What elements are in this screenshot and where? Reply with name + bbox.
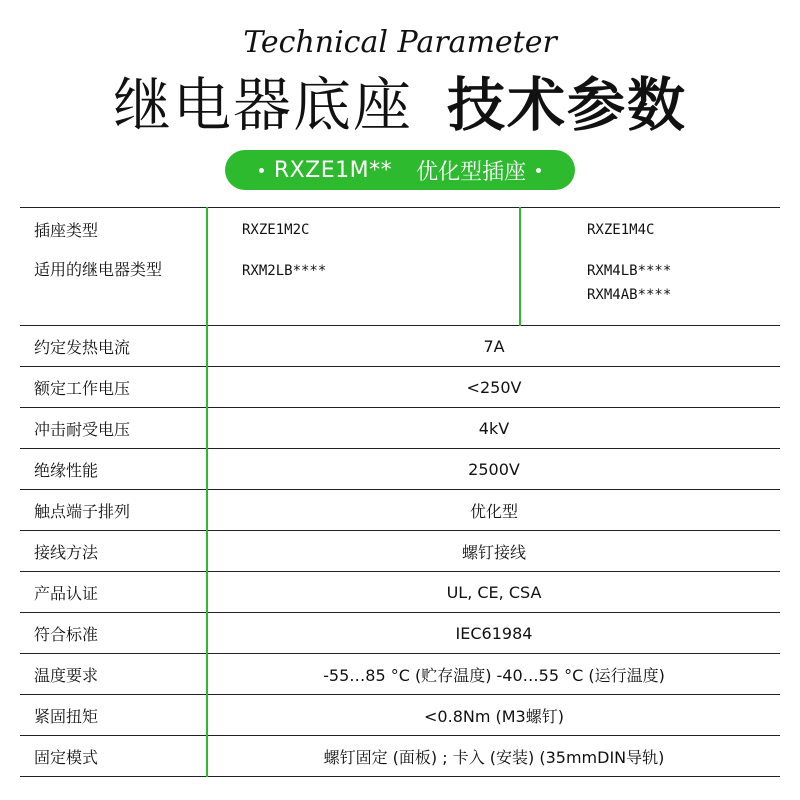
row-value: <0.8Nm (M3螺钉) [207, 695, 780, 736]
row-value-right [520, 251, 780, 326]
bullet-dot-icon [536, 168, 541, 173]
table-row [20, 251, 780, 326]
row-value: <250V [207, 367, 780, 408]
table-row [20, 572, 780, 613]
row-label: 约定发热电流 [20, 326, 207, 367]
row-label: 温度要求 [20, 654, 207, 695]
row-value: 螺钉固定 (面板) ; 卡入 (安装) (35mmDIN导轨) [207, 736, 780, 777]
table-row [20, 490, 780, 531]
row-value-right: RXZE1M4C [520, 208, 780, 252]
badge-model: RXZE1M** [273, 157, 393, 183]
row-value-left: RXM2LB**** [207, 251, 520, 326]
row-value: 优化型 [207, 490, 780, 531]
row-value: 4kV [207, 408, 780, 449]
row-label: 冲击耐受电压 [20, 408, 207, 449]
row-value: 2500V [207, 449, 780, 490]
table-row [20, 367, 780, 408]
row-value-line: RXM4AB**** [587, 287, 672, 303]
page-title-emphasis: 技术参数 [447, 71, 688, 139]
table-row [20, 326, 780, 367]
row-value: -55…85 °C (贮存温度) -40…55 °C (运行温度) [207, 654, 780, 695]
row-label: 触点端子排列 [20, 490, 207, 531]
badge-name: 优化型插座 [416, 159, 527, 185]
row-label: 额定工作电压 [20, 367, 207, 408]
row-value-line: RXM4LB**** [587, 263, 672, 279]
row-label: 符合标准 [20, 613, 207, 654]
row-label: 适用的继电器类型 [20, 251, 207, 326]
table-row [20, 736, 780, 777]
page-title-main: 继电器底座 [112, 71, 413, 139]
table-row [20, 449, 780, 490]
table-row [20, 408, 780, 449]
row-label: 紧固扭矩 [20, 695, 207, 736]
table-row [20, 208, 780, 252]
page-title [0, 66, 800, 144]
spec-table [20, 207, 780, 777]
product-badge [225, 150, 575, 190]
table-row [20, 695, 780, 736]
row-value: IEC61984 [207, 613, 780, 654]
row-label: 插座类型 [20, 208, 207, 252]
row-label: 固定模式 [20, 736, 207, 777]
row-label: 产品认证 [20, 572, 207, 613]
row-value: 7A [207, 326, 780, 367]
bullet-dot-icon [259, 168, 264, 173]
table-row [20, 531, 780, 572]
row-value: 螺钉接线 [207, 531, 780, 572]
script-title [0, 22, 800, 66]
script-title-text: Technical Parameter [243, 25, 557, 60]
table-row [20, 654, 780, 695]
table-row [20, 613, 780, 654]
row-label: 接线方法 [20, 531, 207, 572]
row-value-left: RXZE1M2C [207, 208, 520, 252]
row-value: UL, CE, CSA [207, 572, 780, 613]
row-label: 绝缘性能 [20, 449, 207, 490]
